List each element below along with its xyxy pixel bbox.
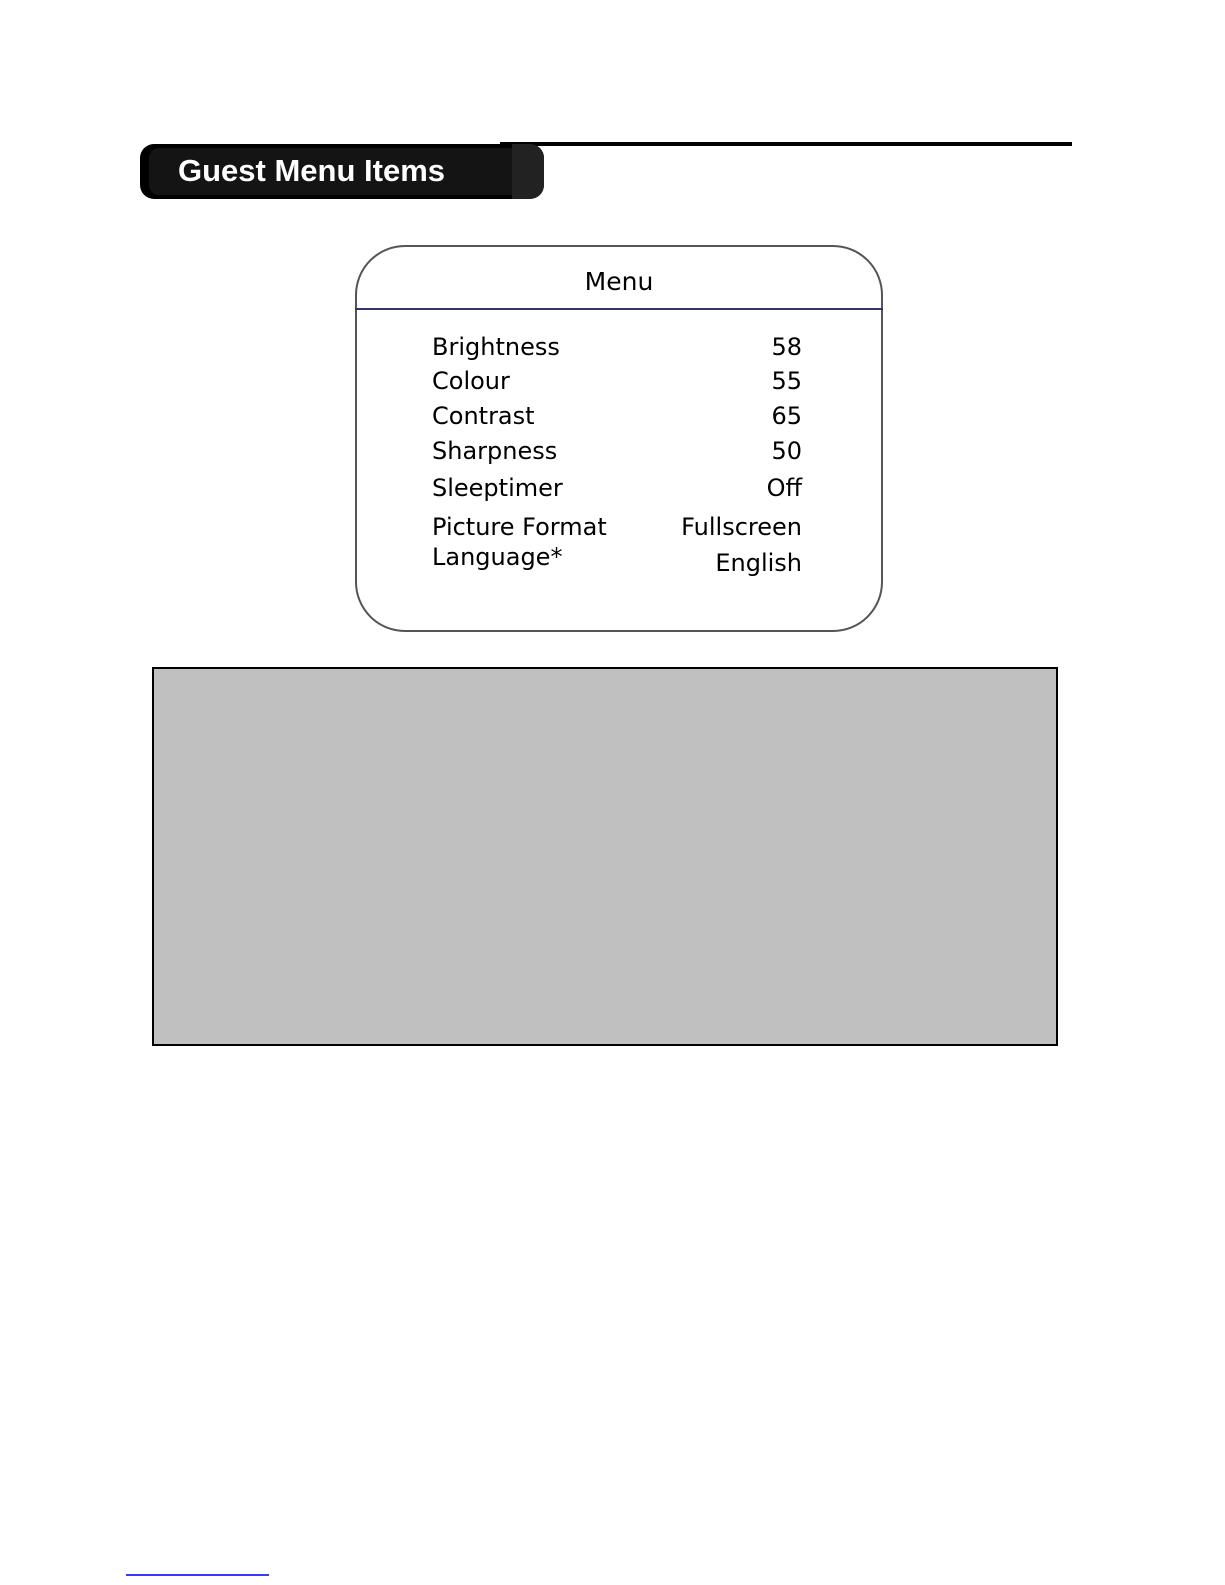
menu-item-value: 58 bbox=[771, 333, 802, 361]
section-title: Guest Menu Items bbox=[178, 153, 445, 188]
section-header-tab bbox=[140, 144, 544, 199]
menu-item-picture-format[interactable] bbox=[432, 511, 802, 543]
menu-item-value: 65 bbox=[771, 402, 802, 430]
menu-item-label: Sleeptimer bbox=[432, 474, 563, 502]
footer-link-underline[interactable] bbox=[126, 1574, 269, 1576]
menu-item-language[interactable] bbox=[432, 543, 802, 579]
menu-item-label: Contrast bbox=[432, 402, 535, 430]
menu-panel bbox=[355, 245, 883, 632]
menu-item-label: Picture Format bbox=[432, 513, 607, 541]
menu-item-brightness[interactable] bbox=[432, 331, 802, 363]
menu-item-value: Off bbox=[766, 474, 802, 502]
menu-divider bbox=[355, 308, 883, 310]
menu-item-value: 55 bbox=[771, 367, 802, 395]
section-header-rule bbox=[500, 142, 1072, 146]
menu-item-label: Brightness bbox=[432, 333, 560, 361]
menu-item-label: Sharpness bbox=[432, 437, 558, 465]
menu-item-value: English bbox=[715, 549, 802, 577]
menu-item-value: Fullscreen bbox=[681, 513, 802, 541]
menu-item-value: 50 bbox=[771, 437, 802, 465]
menu-item-label: Colour bbox=[432, 367, 510, 395]
section-header-tab-shade bbox=[512, 144, 544, 199]
info-box bbox=[152, 667, 1058, 1046]
menu-item-colour[interactable] bbox=[432, 365, 802, 397]
menu-title: Menu bbox=[584, 267, 654, 296]
menu-item-contrast[interactable] bbox=[432, 400, 802, 432]
menu-item-sleeptimer[interactable] bbox=[432, 472, 802, 504]
menu-item-sharpness[interactable] bbox=[432, 435, 802, 467]
menu-item-label: Language* bbox=[432, 543, 563, 571]
